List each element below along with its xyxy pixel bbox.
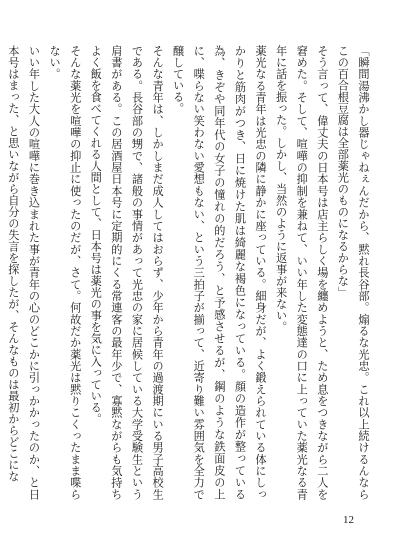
paragraph-5: そんな薬光を喧嘩の抑止に使ったのだが、さて。何故だか薬光は黙りこくったまま喋らない。 [48,45,82,500]
page-number: 12 [343,514,354,526]
vertical-text-body [2,45,373,500]
paragraph-2: そう言って、偉丈夫の日本号は店主らしく場を纏めようと、ため息をつきながら二人を窘めた。そして、喧嘩の抑制を兼ねて、いい年した変態達の口に上っていた薬光なる青年に話を振った。しかし、当然のように返事が来ない。 [274,45,329,500]
paragraph-3: 薬光なる青年は光忠の隣に静かに座っている。細身だが、よく鍛えられている体にしっかりと筋肉がつき、日に焼けた肌は綺麗な褐色になっている。顔の造作が整っている為、きぞや同年代の女子の憧れの的だろう、と予感させるが、鋼のような鉄面皮の上に、喋らない笑わない愛想もない、という三拍子が揃って、近寄り難い雰囲気を全力で醸している。 [171,45,268,500]
paragraph-1: 「瞬間湯沸かし器じゃねぇんだから、黙れ長谷部。煽るな光忠。これ以上続けるんならこの百合根豆腐は全部薬光のものになるからな」 [336,45,370,500]
paragraph-4: そんな青年は、しかしまだ成人してはおらず、少年から青年の過渡期にいる男子高校生である。長谷部の甥で、諸般の事情があって光忠の家に居候している大学受験生という肩書がある。この居酒屋日本号に定期的にくる常連客の最年少で、寡黙ながらも気持ちよく飯を食べてくれる人間として、日本号は薬光の事を気に入っている。 [89,45,165,500]
paragraph-6: いい年した大人の喧嘩に巻き込まれた事が青年の心のどこかに引っかかったのか、と日本号はまった、と思いながら自分の失言を探したが、そんなものは最初からどこにな [6,45,41,500]
